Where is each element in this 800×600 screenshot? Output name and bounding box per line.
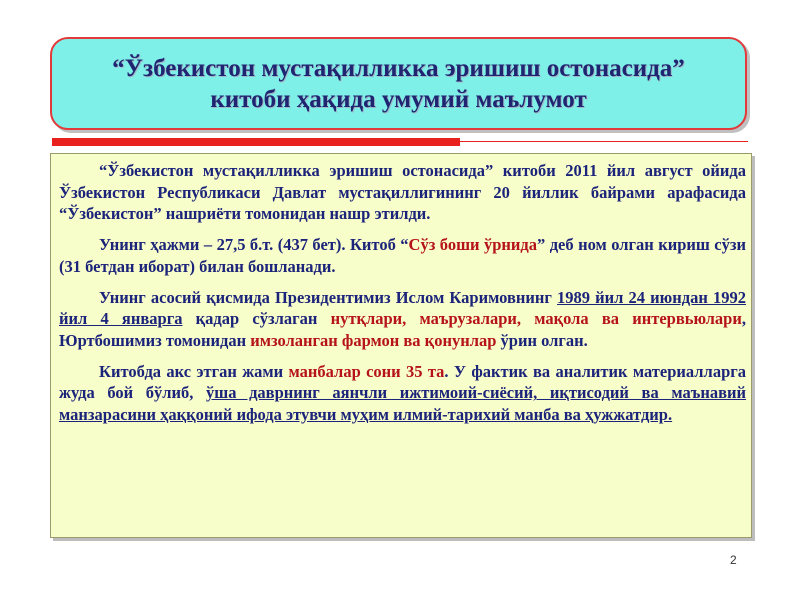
- page-number: 2: [730, 553, 737, 567]
- paragraph-2: [59, 234, 746, 277]
- paragraph-1-text: “Ўзбекистон мустақилликка эришиш остонасида” китоби 2011 йил август ойида Ўзбекистон Республикаси Давлат мустақиллигининг 20 йиллик байрами арафасида “Ўзбекистон” нашриёти томонидан нашр этилди.: [59, 161, 746, 224]
- slide-title-line-1: “Ўзбекистон мустақилликка эришиш остонасида”: [112, 54, 685, 82]
- paragraph-3: [59, 287, 746, 352]
- intro-title-highlight: Сўз боши ўрнида: [408, 235, 537, 255]
- paragraph-4: [59, 361, 746, 426]
- paragraph-3-text-b: қадар сўзлаган: [182, 309, 331, 329]
- sources-count-highlight: манбалар сони 35 та: [288, 361, 445, 381]
- content-box: [50, 153, 752, 538]
- paragraph-2-text-b: ” деб ном олган кириш сўзи (31 бетдан иборат) билан бошланади.: [59, 235, 746, 276]
- paragraph-3-text-d: ўрин олган.: [496, 330, 588, 350]
- accent-line: [460, 141, 748, 142]
- speeches-highlight: нутқлари, маърузалари, мақола ва интервьюлари: [330, 309, 742, 329]
- paragraph-2-text-a: Унинг ҳажми – 27,5 б.т. (437 бет). Китоб “: [99, 235, 409, 255]
- decrees-highlight: имзоланган фармон ва қонунлар: [250, 330, 497, 350]
- paragraph-4-text-b: . У фактик ва аналитик материалларга жуда бой бўлиб,: [59, 361, 746, 403]
- conclusion-underlined: ўша даврнинг аянчли ижтимоий-сиёсий, иқтисодий ва маънавий манзарасини ҳаққоний ифода этувчи муҳим илмий-тарихий манба ва ҳужжатдир.: [59, 383, 747, 425]
- paragraph-1: [59, 160, 746, 225]
- paragraph-4-text-a: Китобда акс этган жами: [99, 361, 289, 381]
- paragraph-3-text-a: Унинг асосий қисмида Президентимиз Ислом Каримовнинг: [99, 287, 558, 307]
- slide-title-box: [50, 37, 747, 130]
- accent-bar: [52, 138, 460, 146]
- slide-title-line-2: китоби ҳақида умумий маълумот: [210, 85, 587, 113]
- date-range-underlined: 1989 йил 24 июндан 1992 йил 4 январга: [59, 287, 746, 329]
- paragraph-3-text-c: , Юртбошимиз томонидан: [59, 309, 746, 350]
